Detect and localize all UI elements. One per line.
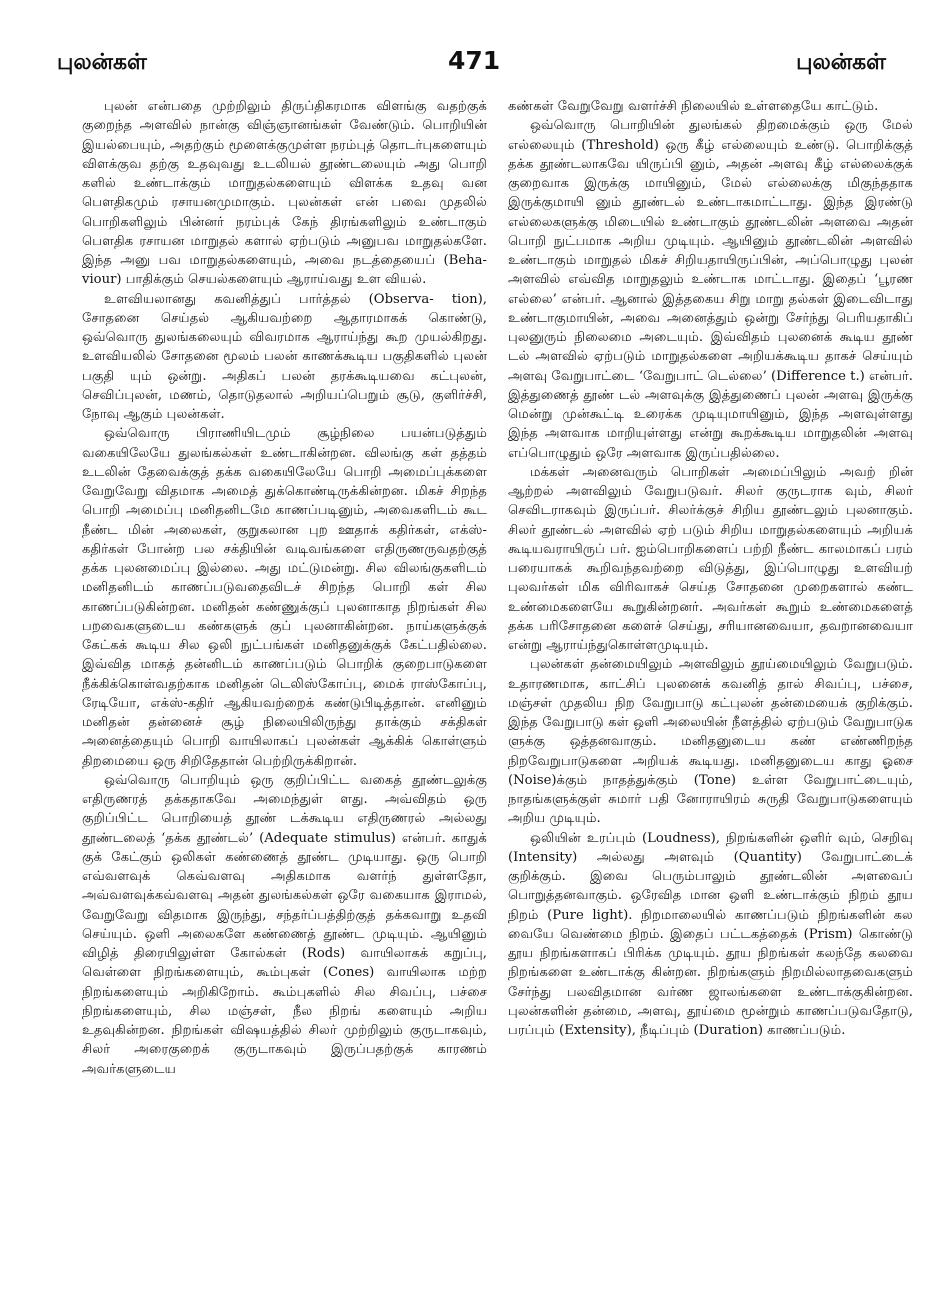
running-header-left: புலன்கள்	[57, 50, 147, 75]
paragraph: ஒவ்வொரு பொறியும் ஒரு குறிப்பிட்ட வகைத் தூண்டலுக்கு எதிருணரத் தக்கதாகவே அமைந்துள் ளது. அவ்விதம் ஒரு குறிப்பிட்ட பொறியைத் தூண் டக்கூடிய எதிருணரல் அல்லது தூண்டலைத் ‘தக்க தூண்டல்’ (Adequate stimulus) என்பர். காதுக் குக் கேட்கும் ஒலிகள் கண்ணைத் தூண்ட முடியாது. ஒரு பொறி எவ்வளவுக் கெவ்வளவு அதிகமாக வளர்ந் துள்ளதோ, அவ்வளவுக்கவ்வளவு அதன் துலங்கல்கள் ஒரே வகையாக இராமல், வேறுவேறு விதமாக இருந்து, சந்தர்ப்பத்திற்குத் தக்கவாறு உதவி செய்யும். ஒளி அலைகளே கண்ணைத் தூண்ட முடியும். ஆயினும் விழித் திரையிலுள்ள கோல்கள் (Rods) வாயிலாகக் கறுப்பு, வெள்ளை நிறங்களையும், கூம்புகள் (Cones) வாயிலாக மற்ற நிறங்களையும் அறிகிறோம். கூம்புகளில் சில சிவப்பு, பச்சை நிறங்களையும், சில மஞ்சள், நீல நிறங் களையும் அறிய உதவுகின்றன. நிறங்கள் விஷயத்தில் சிலர் முற்றிலும் குருடாகவும், சிலர் அரைகுறைக் குருடாகவும் இருப்பதற்குக் காரணம் அவர்களுடைய	[82, 772, 487, 1077]
right-column	[508, 97, 913, 1040]
paragraph: புலன் என்பதை முற்றிலும் திருப்திகரமாக விளங்கு வதற்குக் குறைந்த அளவில் நான்கு விஞ்ஞானங்கள் வேண்டும். பொறியின் இயல்பையும், அதற்கும் மூளைக்குமுள்ள நரம்புத் தொடர்புகளையும் விளக்குவ தற்கு உதவுவது உடலியல் தூண்டலையும் அது பொறி களில் உண்டாக்கும் மாறுதல்களையும் விளக்க உதவு வன பௌதிகமும் ரசாயனமுமாகும். புலன்கள் என் பவை முதலில் பொறிகளிலும் பின்னர் நரம்புக் கேந் திரங்களிலும் உண்டாகும் பௌதிக ரசாயன மாறுதல் களால் ஏற்படும் அனுபவ மாறுதல்களே. இந்த அனு பவ மாறுதல்களையும், அவை நடத்தையைப் (Beha- viour) பாதிக்கும் செயல்களையும் ஆராய்வது உள வியல்.	[82, 99, 487, 288]
page-number: 471	[448, 46, 501, 75]
paragraph: புலன்கள் தன்மையிலும் அளவிலும் தூய்மையிலும் வேறுபடும். உதாரணமாக, காட்சிப் புலனைக் கவனித் தால் சிவப்பு, பச்சை, மஞ்சள் முதலிய நிற வேறுபாடு கட்புலன் தன்மையைக் குறிக்கும். இந்த வேறுபாடு கள் ஒளி அலையின் நீளத்தில் ஏற்படும் வேறுபாடுக ளுக்கு ஒத்தனவாகும். மனிதனுடைய கண் எண்ணிறந்த நிறவேறுபாடுகளை அறியக் கூடியது. மனிதனுடைய காது ஓசை (Noise)க்கும் நாதத்துக்கும் (Tone) உள்ள வேறுபாட்டையும், நாதங்களுக்குள் சுமார் பதி னோராயிரம் சுருதி வேறுபாடுகளையும் அறிய முடியும்.	[508, 657, 913, 827]
paragraph: மக்கள் அனைவரும் பொறிகள் அமைப்பிலும் அவற் றின் ஆற்றல் அளவிலும் வேறுபடுவர். சிலர் குருடராக வும், சிலர் செவிடராகவும் இருப்பர். சிலர்க்குச் சிறிய தூண்டலும் புலனாகும். சிலர் தூண்டல் அளவில் ஏற் படும் சிறிய மாறுதல்களையும் அறியக் கூடியவராயிருப் பர். ஐம்பொறிகளைப் பற்றி நீண்ட காலமாகப் பரம் பரையாகக் கூறிவந்தவற்றை விடுத்து, இப்பொழுது உளவியற் புலவர்கள் மிக விரிவாகச் செய்த சோதனை முறைகளால் கண்ட உண்மைகளையே கூறுகின்றனர். அவர்கள் கூறும் உண்மைகளைத் தக்க பரிசோதனை களைச் செய்து, சரியானவையா, தவறானவையா என்று ஆராய்ந்துகொள்ளமுடியும்.	[508, 464, 913, 653]
paragraph: ஒவ்வொரு பொறியின் துலங்கல் திறமைக்கும் ஒரு மேல் எல்லையும் (Threshold) ஒரு கீழ் எல்லையும் உண்டு. பொறிக்குத் தக்க தூண்டலாகவே யிருப்பி னும், அதன் அளவு கீழ் எல்லைக்குக் குறைவாக இருக்கு மாயினும், மேல் எல்லைக்கு மிகுந்ததாக இருக்குமாயி னும் தூண்டல் உண்டாகமாட்டாது. இந்த இரண்டு எல்லைகளுக்கு மிடையில் உண்டாகும் தூண்டலின் அளவை அதன் பொறி நுட்பமாக அறிய முடியும். ஆயினும் தூண்டலின் அளவில் உண்டாகும் மாறுதல் மிகச் சிறியதாயிருப்பின், அப்பொழுது புலன் அளவில் எவ்வித மாறுதலும் உண்டாக மாட்டாது. இதைப் ‘பூரண எல்லை’ என்பர். ஆனால் இத்தகைய சிறு மாறு தல்கள் இடைவிடாது உண்டாகுமாயின், அவை அனைத்தும் ஒன்று சேர்ந்து பெரியதாகிப் புலனுரும் நிலைமை அடையும். இவ்விதம் புலனைக் கூடிய தூண் டல் அளவில் ஏற்படும் மாறுதல்களை அறியக்கூடிய தாகச் செய்யும் அளவு வேறுபாட்டை ‘வேறுபாட் டெல்லை’ (Difference t.) என்பர். இத்துணைத் தூண் டல் அளவுக்கு இத்துணைப் புலன் அளவு இருக்கு மென்று முன்கூட்டி உரைக்க முடியுமாயினும், இந்த அளவுள்ளது இந்த அளவாக மாறியுள்ளது என்று கூறக்கூடிய மாறுதலின் அளவு எப்பொழுதும் ஒரே அளவாக இருப்பதில்லை.	[508, 118, 913, 461]
paragraph-continuation: கண்கள் வேறுவேறு வளர்ச்சி நிலையில் உள்ளதையே காட்டும்.	[508, 99, 879, 114]
paragraph: ஒலியின் உரப்பும் (Loudness), நிறங்களின் ஒளிர் வும், செறிவு (Intensity) அல்லது அளவும் (Quantity) வேறுபாட்டைக் குறிக்கும். இவை பெரும்பாலும் தூண்டலின் அளவைப் பொறுத்தனவாகும். ஒரேவித மான ஒளி உண்டாக்கும் நிறம் தூய நிறம் (Pure light). நிறமாலையில் காணப்படும் நிறங்களின் கல வையே வெண்மை நிறம். இதைப் பட்டகத்தைக் (Prism) கொண்டு தூய நிறங்களாகப் பிரிக்க முடியும். தூய நிறங்கள் கலந்தே கலவை நிறங்களை உண்டாக்கு கின்றன. நிறங்களும் நிறமில்லாதவைகளும் சேர்ந்து பலவிதமான வர்ண ஜாலங்களை உண்டாக்குகின்றன. புலன்களின் தன்மை, அளவு, தூய்மை மூன்றும் காணப்படுவதோடு, பரப்பும் (Extensity), நீடிப்பும் (Duration) காணப்படும்.	[508, 830, 913, 1038]
running-header-right: புலன்கள்	[796, 50, 886, 75]
paragraph: ஒவ்வொரு பிராணியிடமும் சூழ்நிலை பயன்படுத்தும் வகையிலேயே துலங்கல்கள் உண்டாகின்றன. விலங்கு கள் தத்தம் உடலின் தேவைக்குத் தக்க வகையிலேயே பொறி அமைப்புக்களை வேறுவேறு விதமாக அமைத் துக்கொண்டிருக்கின்றன. மிகச் சிறந்த பொறி அமைப்பு மனிதனிடமே காணப்படினும், அவைகளிடம் கூட நீண்ட மின் அலைகள், குறுகலான புற ஊதாக் கதிர்கள், எக்ஸ்-கதிர்கள் போன்ற பல சக்தியின் வடிவங்களை எதிருணருவதற்குத் தக்க புலனமைப்பு இல்லை. அது மட்டுமன்று. சில விலங்குகளிடம் மனிதனிடம் காணப்படுவதைவிடச் சிறந்த பொறி கள் சில காணப்படுகின்றன. மனிதன் கண்ணுக்குப் புலனாகாத நிறங்கள் சில பறவைகளுடைய கண்களுக் குப் புலனாகின்றன. நாய்களுக்குக் கேட்கக் கூடிய சில ஒலி நுட்பங்கள் மனிதனுக்குக் கேட்பதில்லை. இவ்வித மாகத் தன்னிடம் காணப்படும் பொறிக் குறைபாடுகளை நீக்கிக்கொள்வதற்காக மனிதன் டெலிஸ்கோப்பு, மைக் ராஸ்கோப்பு, ரேடியோ, எக்ஸ்-கதிர் ஆகியவற்றைக் கண்டுபிடித்தான். எனினும் மனிதன் தன்னைச் சூழ் நிலையிலிருந்து தாக்கும் சக்திகள் அனைத்தையும் பொறி வாயிலாகப் புலன்கள் ஆக்கிக் கொள்ளும் திறமையை ஒரு சிறிதேதான் பெற்றிருக்கிறான்.	[82, 426, 487, 769]
paragraph: உளவியலானது கவனித்துப் பார்த்தல் (Observa- tion), சோதனை செய்தல் ஆகியவற்றை ஆதாரமாகக் கொண்டு, ஒவ்வொரு துலங்கலையும் விவரமாக ஆராய்ந்து கூற முயல்கிறது. உளவியலில் சோதனை மூலம் பலன் காணக்கூடிய பகுதிகளில் புலன் பகுதி யும் ஒன்று. அதிகப் பலன் தரக்கூடியவை கட்புலன், செவிப்புலன், மணம், தொடுதலால் அறியப்பெறும் சூடு, குளிர்ச்சி, நோவு ஆகும் புலன்கள்.	[82, 291, 487, 422]
left-column	[82, 97, 487, 1079]
